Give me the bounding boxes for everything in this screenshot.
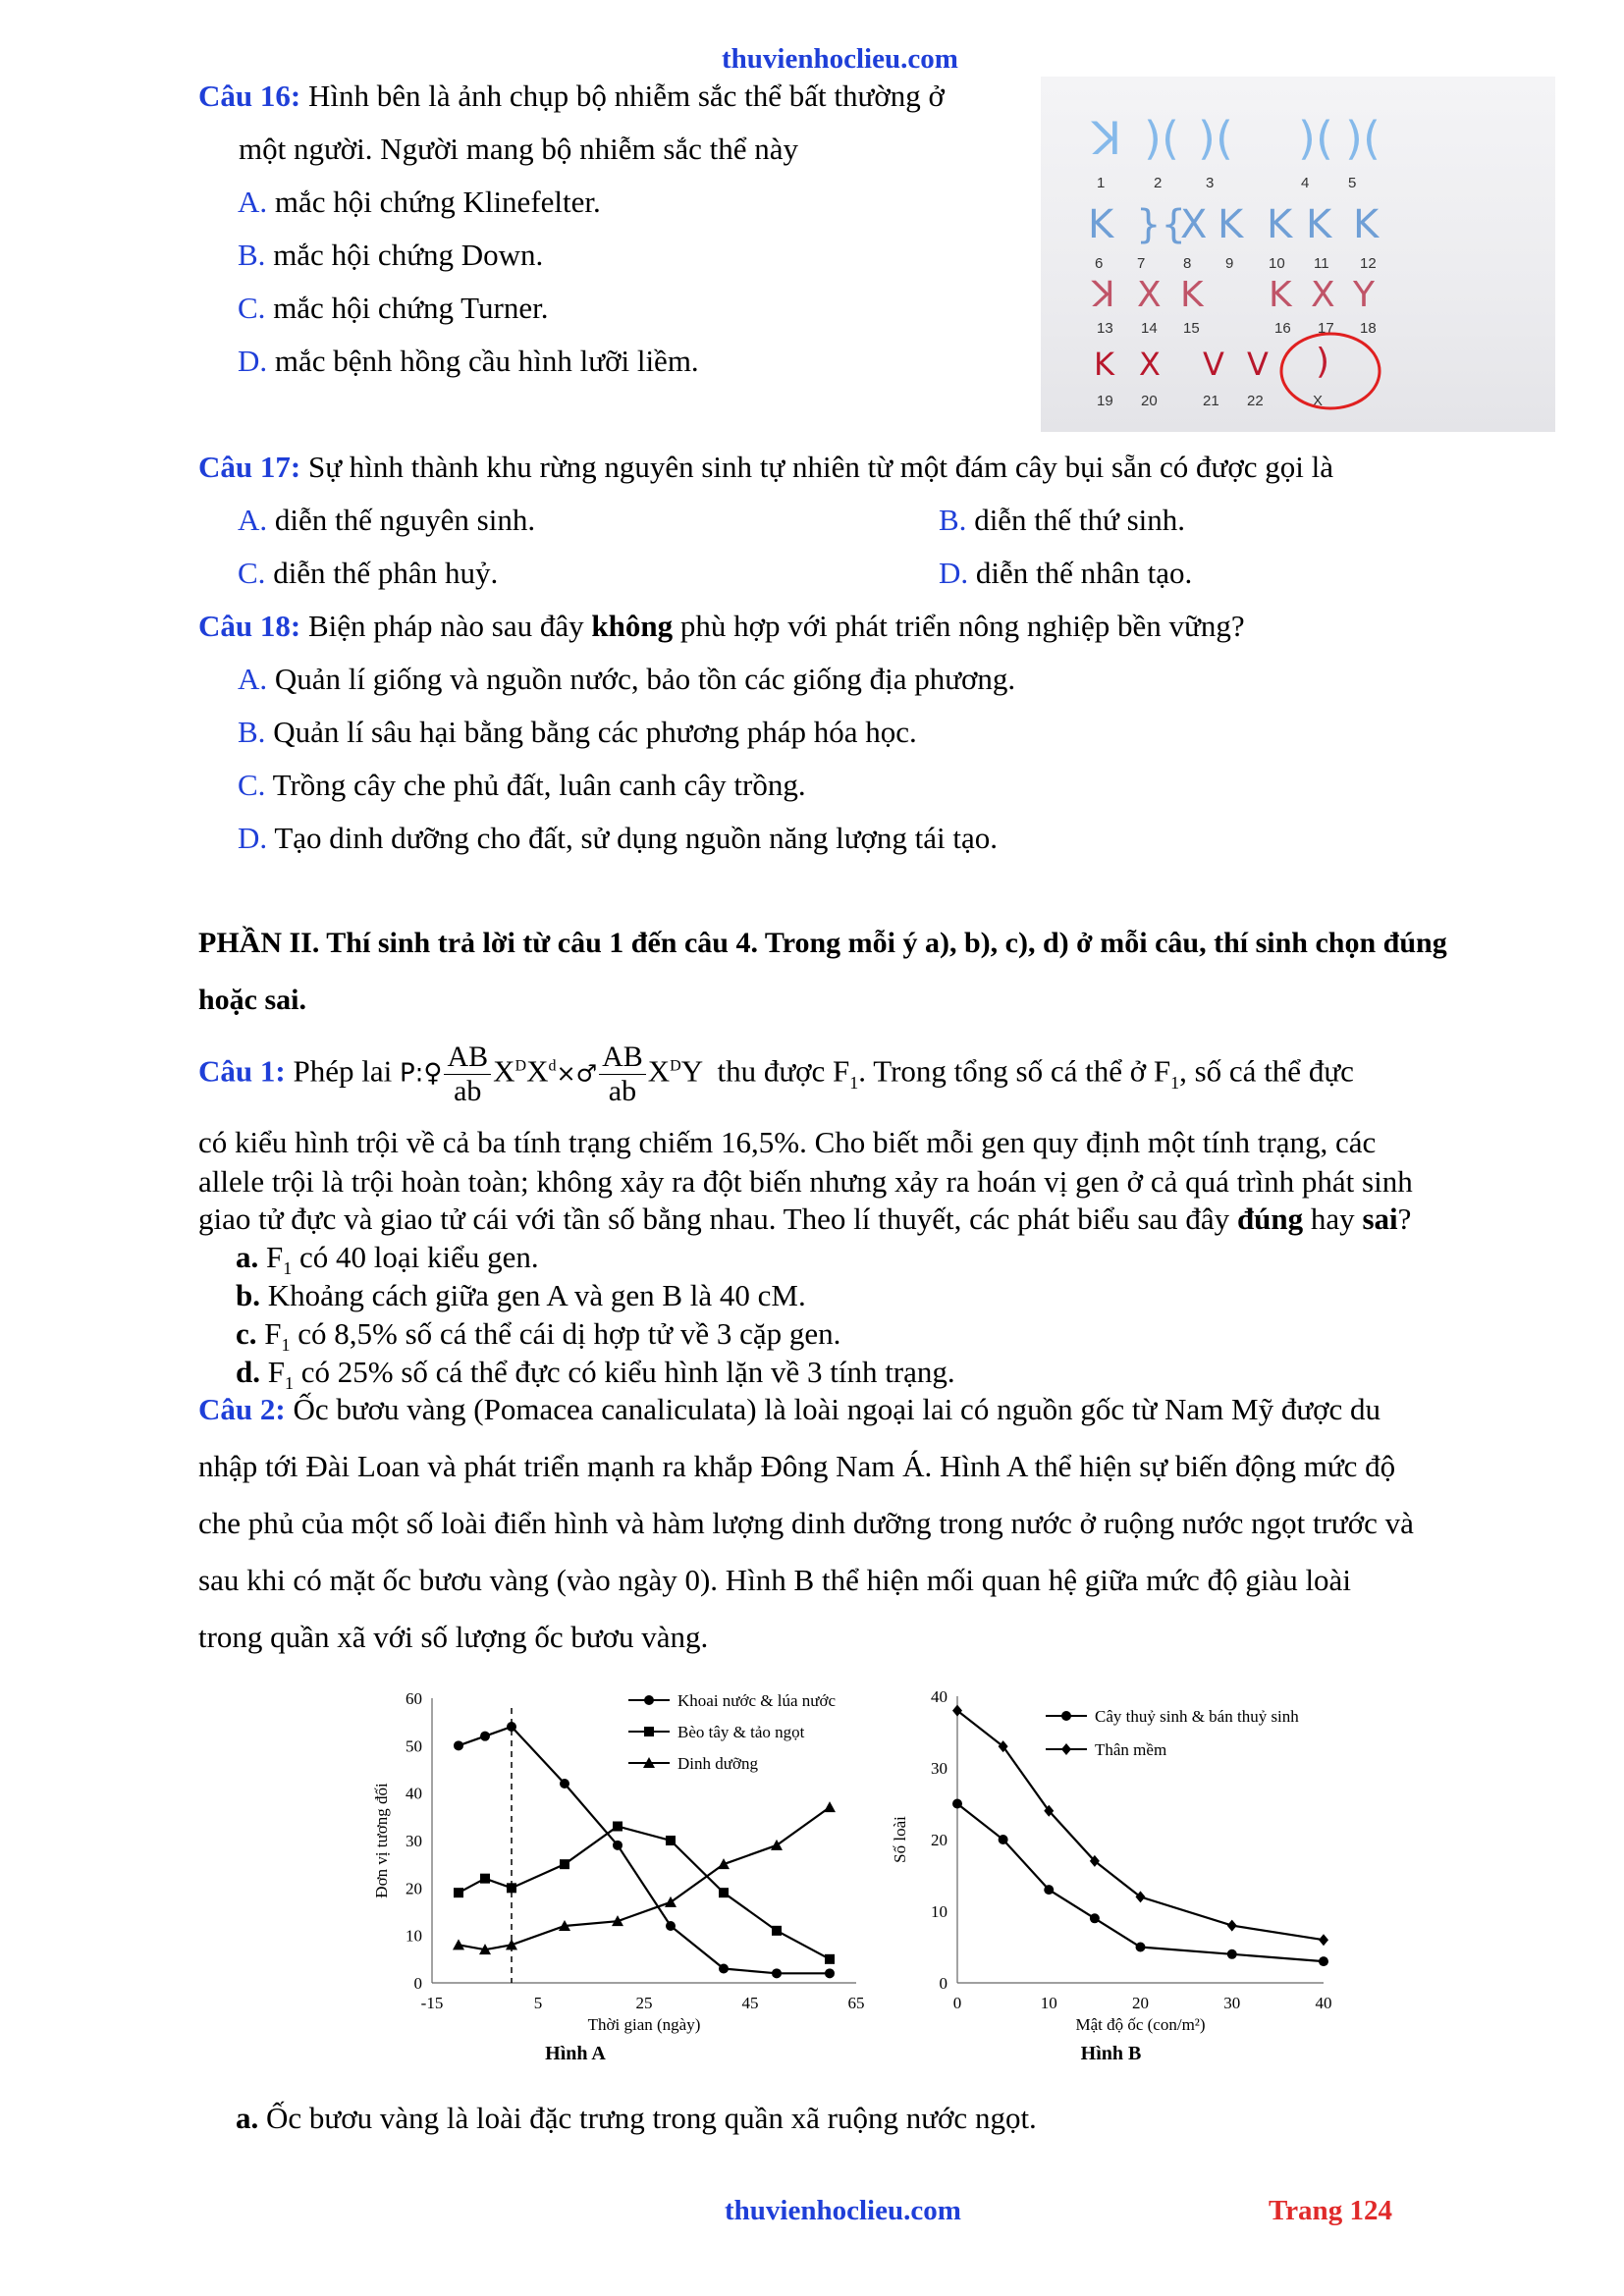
- part2-heading-1: PHẦN II. Thí sinh trả lời từ câu 1 đến câu 4. Trong mỗi ý a), b), c), d) ở mỗi câu, thí sinh chọn đúng: [198, 927, 1447, 959]
- data-point: [824, 1801, 836, 1812]
- x-tick-label: 30: [1223, 1994, 1241, 2012]
- p2q1-item-b: b. Khoảng cách giữa gen A và gen B là 40 cM.: [236, 1278, 806, 1312]
- x-axis-label: Mật độ ốc (con/m²): [1075, 2015, 1206, 2034]
- data-point: [1319, 1956, 1328, 1966]
- data-point: [613, 1841, 623, 1850]
- series-line: [957, 1804, 1324, 1962]
- chromosome-icon: X: [1180, 202, 1208, 247]
- data-point: [507, 1883, 516, 1893]
- chromosome-icon: }{: [1136, 202, 1186, 247]
- q17-label: Câu 17:: [198, 450, 301, 484]
- chromosome-icon: K: [1267, 202, 1293, 247]
- chromosome-icon: ꓘ: [1092, 275, 1115, 315]
- fraction: $\frac{AB}{ab}$: [444, 1041, 491, 1108]
- data-point: [480, 1732, 490, 1741]
- chromosome-label: 14: [1141, 320, 1158, 337]
- x-tick-label: 5: [533, 1994, 543, 2012]
- data-point: [1136, 1943, 1146, 1952]
- data-point: [719, 1888, 729, 1897]
- p2q1-line3: allele trội là trội hoàn toàn; không xảy ra đột biến nhưng xảy ra hoán vị gen ở cả quá trình phát sinh: [198, 1164, 1413, 1199]
- chromosome-icon: K: [1353, 202, 1380, 247]
- x-tick-label: 0: [952, 1994, 962, 2012]
- red-circle-icon: [1276, 327, 1384, 415]
- chromosome-label: 19: [1097, 393, 1113, 409]
- chromosome-x-icon: ): [1316, 342, 1330, 382]
- y-tick-label: 30: [406, 1832, 422, 1850]
- chromosome-label: 2: [1154, 175, 1163, 191]
- p2q1-item-c: c. $F_1$ có 8,5% số cá thể cái dị hợp tử về 3 cặp gen.: [236, 1316, 841, 1356]
- y-tick-label: 10: [931, 1902, 947, 1921]
- data-point: [1090, 1913, 1100, 1923]
- chromosome-label: 18: [1360, 320, 1377, 337]
- chromosome-icon: X: [1311, 275, 1335, 315]
- data-point: [999, 1835, 1008, 1844]
- y-tick-label: 50: [406, 1736, 422, 1756]
- data-point: [952, 1799, 962, 1809]
- chromosome-label: 1: [1097, 175, 1106, 191]
- chart-title: Hình A: [545, 2043, 606, 2064]
- y-tick-label: 30: [931, 1759, 947, 1778]
- chromosome-icon: Y: [1353, 275, 1375, 315]
- data-point: [1044, 1885, 1054, 1895]
- chromosome-label: 10: [1269, 255, 1285, 272]
- data-point: [825, 1968, 835, 1978]
- data-point: [613, 1822, 623, 1832]
- p2q2-line1: Câu 2: Ốc bươu vàng (Pomacea canaliculata) là loài ngoại lai có nguồn gốc từ Nam Mỹ được du: [198, 1392, 1381, 1426]
- q18-line: Câu 18: Biện pháp nào sau đây không phù hợp với phát triển nông nghiệp bền vững?: [198, 609, 1245, 643]
- q16-option-a: A. mắc hội chứng Klinefelter.: [238, 185, 601, 219]
- y-tick-label: 60: [406, 1689, 422, 1708]
- data-point: [644, 1727, 654, 1736]
- chart-hinh-a: [363, 1669, 874, 2081]
- p2q1-item-a: a. $F_1$ có 40 loại kiểu gen.: [236, 1240, 539, 1279]
- data-point: [772, 1968, 782, 1978]
- q18-label: Câu 18:: [198, 609, 301, 643]
- q18-option-a: A. Quản lí giống và nguồn nước, bảo tồn các giống địa phương.: [238, 662, 1016, 696]
- chromosome-icon: K: [1218, 202, 1244, 247]
- data-point: [644, 1695, 654, 1705]
- data-point: [719, 1964, 729, 1974]
- chart-hinh-b: [884, 1669, 1355, 2081]
- data-point: [825, 1954, 835, 1964]
- q17-option-a: A. diễn thế nguyên sinh.: [238, 503, 536, 537]
- x-tick-label: -15: [420, 1994, 444, 2012]
- p2q2-line2: nhập tới Đài Loan và phát triển mạnh ra khắp Đông Nam Á. Hình A thể hiện sự biến động mức độ: [198, 1449, 1396, 1483]
- q16-option-d: D. mắc bệnh hồng cầu hình lưỡi liềm.: [238, 344, 699, 378]
- chromosome-icon: K: [1094, 346, 1114, 383]
- q17-option-b: B. diễn thế thứ sinh.: [939, 503, 1186, 537]
- chromosome-icon: K: [1306, 202, 1332, 247]
- chromosome-label: 17: [1318, 320, 1334, 337]
- chromosome-label: 7: [1137, 255, 1146, 272]
- q17-text: Sự hình thành khu rừng nguyên sinh tự nhiên từ một đám cây bụi sẵn có được gọi là: [307, 450, 1333, 484]
- data-point: [1319, 1934, 1328, 1946]
- data-point: [1227, 1949, 1237, 1959]
- q17-line: [198, 450, 1333, 485]
- q17-option-d: D. diễn thế nhân tạo.: [939, 556, 1193, 590]
- q16-option-b: B. mắc hội chứng Down.: [238, 238, 544, 272]
- chromosome-icon: ꓘ: [1092, 112, 1122, 165]
- data-point: [666, 1836, 676, 1845]
- chromosome-icon: )(: [1298, 112, 1333, 165]
- chromosome-label: 11: [1314, 255, 1329, 272]
- fraction: $\frac{AB}{ab}$: [599, 1041, 646, 1108]
- data-point: [453, 1939, 464, 1949]
- q16-label: Câu 16:: [198, 79, 301, 113]
- chromosome-icon: V: [1247, 346, 1269, 383]
- chromosome-label: X: [1313, 393, 1324, 409]
- x-tick-label: 65: [847, 1994, 865, 2012]
- chromosome-icon: X: [1139, 346, 1161, 383]
- y-tick-label: 20: [406, 1879, 422, 1898]
- data-point: [1227, 1920, 1237, 1932]
- p2q1-line4: giao tử đực và giao tử cái với tần số bằng nhau. Theo lí thuyết, các phát biểu sau đây đúng hay sai?: [198, 1201, 1412, 1236]
- chromosome-label: 16: [1274, 320, 1291, 337]
- chromosome-icon: )(: [1144, 112, 1179, 165]
- q16-line1: [198, 79, 945, 114]
- data-point: [560, 1779, 569, 1789]
- legend-label: Cây thuỷ sinh & bán thuỷ sinh: [1095, 1707, 1299, 1726]
- chromosome-label: 12: [1360, 255, 1377, 272]
- legend-label: Khoai nước & lúa nước: [677, 1691, 837, 1710]
- chromosome-label: 4: [1301, 175, 1310, 191]
- chromosome-label: 8: [1183, 255, 1192, 272]
- q17-option-c: C. diễn thế phân huỷ.: [238, 556, 499, 590]
- y-tick-label: 0: [413, 1974, 422, 1993]
- legend-label: Dinh dưỡng: [677, 1754, 758, 1773]
- chromosome-label: 22: [1247, 393, 1264, 409]
- data-point: [1061, 1743, 1071, 1755]
- x-tick-label: 25: [635, 1994, 653, 2012]
- data-point: [507, 1722, 516, 1732]
- chromosome-label: 20: [1141, 393, 1158, 409]
- chromosome-label: 3: [1206, 175, 1215, 191]
- p2q2-line4: sau khi có mặt ốc bươu vàng (vào ngày 0). Hình B thể hiện mối quan hệ giữa mức độ giàu loài: [198, 1563, 1351, 1597]
- data-point: [454, 1740, 463, 1750]
- data-point: [454, 1888, 463, 1897]
- q16-option-c: C. mắc hội chứng Turner.: [238, 291, 549, 325]
- y-tick-label: 10: [406, 1926, 422, 1946]
- chromosome-label: 13: [1097, 320, 1113, 337]
- p2q1-line2: có kiểu hình trội về cả ba tính trạng chiếm 16,5%. Cho biết mỗi gen quy định một tính trạng, các: [198, 1125, 1377, 1159]
- y-axis-label: Đơn vị tương đối: [372, 1783, 391, 1898]
- footer-site: thuvienhoclieu.com: [725, 2195, 961, 2226]
- q18-option-b: B. Quản lí sâu hại bằng bằng các phương pháp hóa học.: [238, 715, 917, 749]
- y-tick-label: 0: [939, 1974, 947, 1993]
- header-site: thuvienhoclieu.com: [722, 43, 958, 75]
- legend-label: Thân mềm: [1095, 1740, 1167, 1759]
- y-tick-label: 20: [931, 1831, 947, 1849]
- chromosome-label: 15: [1183, 320, 1200, 337]
- x-tick-label: 45: [741, 1994, 759, 2012]
- data-point: [772, 1926, 782, 1936]
- data-point: [666, 1921, 676, 1931]
- x-tick-label: 10: [1040, 1994, 1057, 2012]
- legend-label: Bèo tây & tảo ngọt: [677, 1723, 805, 1741]
- p2q1-item-d: d. $F_1$ có 25% số cá thể đực có kiểu hình lặn về 3 tính trạng.: [236, 1355, 955, 1394]
- chromosome-icon: )(: [1345, 112, 1380, 165]
- p2q2-line5: trong quần xã với số lượng ốc bươu vàng.: [198, 1620, 709, 1654]
- chromosome-label: 6: [1095, 255, 1104, 272]
- chromosome-label: 21: [1203, 393, 1219, 409]
- p2q2-item-a: a. Ốc bươu vàng là loài đặc trưng trong quần xã ruộng nước ngọt.: [236, 2101, 1037, 2135]
- chromosome-icon: K: [1180, 275, 1204, 315]
- page-number: Trang 124: [1269, 2195, 1392, 2226]
- p2q1-line1: Câu 1: Phép lai P:♀ $\frac{AB}{ab}$ $X^DX^d\times♂$ $\frac{AB}{ab}$ $X^DY$ thu được $F_1$. Trong tổng số cá thể ở $F_1$, số cá thể đực: [198, 1041, 1354, 1107]
- q16-text1: Hình bên là ảnh chụp bộ nhiễm sắc thể bất thường ở: [307, 79, 945, 113]
- p2q2-line3: che phủ của một số loài điển hình và hàm lượng dinh dưỡng trong nước ở ruộng nước ngọt trước và: [198, 1506, 1414, 1540]
- y-tick-label: 40: [406, 1784, 422, 1803]
- chromosome-icon: X: [1137, 275, 1162, 315]
- chromosome-icon: V: [1203, 346, 1224, 383]
- chromosome-icon: K: [1088, 202, 1114, 247]
- karyotype-image: [1041, 77, 1555, 432]
- data-point: [1061, 1711, 1071, 1721]
- q16-text2: một người. Người mang bộ nhiễm sắc thể này: [239, 132, 799, 166]
- y-axis-label: Số loài: [891, 1816, 909, 1863]
- data-point: [560, 1859, 569, 1869]
- x-axis-label: Thời gian (ngày): [587, 2015, 701, 2034]
- data-point: [1136, 1891, 1146, 1902]
- x-tick-label: 40: [1315, 1994, 1332, 2012]
- q18-option-c: C. Trồng cây che phủ đất, luân canh cây trồng.: [238, 768, 806, 802]
- chromosome-icon: K: [1269, 275, 1292, 315]
- chart-title: Hình B: [1080, 2043, 1142, 2064]
- part2-heading-2: hoặc sai.: [198, 984, 307, 1016]
- y-tick-label: 40: [931, 1687, 947, 1706]
- q18-option-d: D. Tạo dinh dưỡng cho đất, sử dụng nguồn năng lượng tái tạo.: [238, 821, 999, 855]
- data-point: [952, 1705, 962, 1717]
- chromosome-icon: )(: [1198, 112, 1233, 165]
- chromosome-label: 9: [1225, 255, 1234, 272]
- x-tick-label: 20: [1132, 1994, 1149, 2012]
- data-point: [480, 1874, 490, 1884]
- chromosome-label: 5: [1348, 175, 1357, 191]
